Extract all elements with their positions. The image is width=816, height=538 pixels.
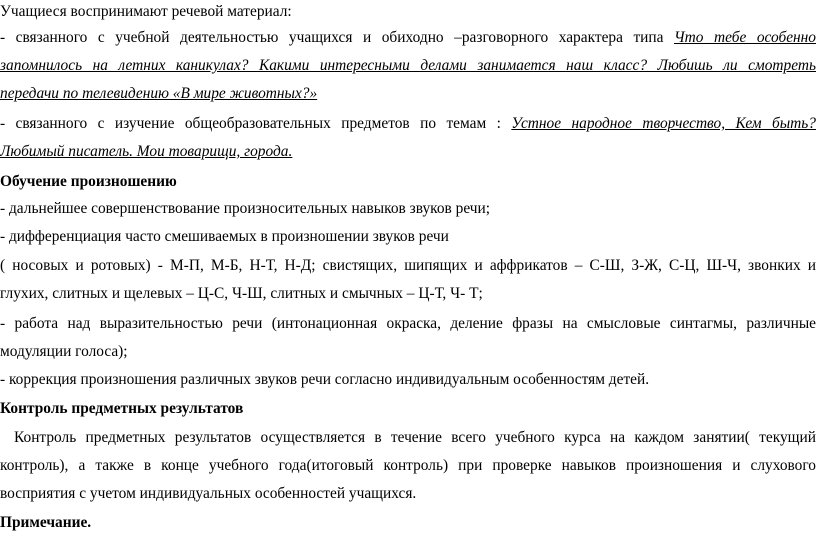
item2-line1 bbox=[0, 114, 816, 134]
heading-pronunciation: Обучение произношению bbox=[0, 173, 177, 190]
heading-control: Контроль предметных результатов bbox=[0, 400, 244, 417]
intro-line: Учащиеся воспринимают речевой материал: bbox=[0, 3, 292, 20]
item1-example-part1: Что тебе особенно bbox=[674, 29, 816, 46]
item1-example-part2: запомнилось на летних каникулах? Какими интересными делами занимается наш класс? Любишь ли смотреть bbox=[0, 57, 816, 74]
control-paragraph-line1: Контроль предметных результатов осуществляется в течение всего учебного курса на каждом занятии( текущий bbox=[14, 429, 816, 446]
item1-example-part3: передачи по телевидению «В мире животных?» bbox=[0, 85, 318, 102]
heading-note: Примечание. bbox=[0, 514, 92, 531]
pronunciation-item-1: - дальнейшее совершенствование произносительных навыков звуков речи; bbox=[0, 200, 491, 217]
item1-prefix: - связанного с учебной деятельностью учащихся и обиходно –разговорного характера типа bbox=[0, 29, 664, 46]
item2-prefix: - связанного с изучение общеобразовательных предметов по темам : bbox=[0, 115, 501, 132]
pronunciation-item-2: - дифференциация часто смешиваемых в произношении звуков речи bbox=[0, 228, 449, 245]
item1-line1 bbox=[0, 28, 816, 48]
pronunciation-item-4-line1: - работа над выразительностью речи (интонационная окраска, деление фразы на смысловые синтагмы, различные bbox=[0, 315, 816, 332]
pronunciation-item-3-line1: ( носовых и ротовых) - М-П, М-Б, Н-Т, Н-Д; свистящих, шипящих и аффрикатов – С-Ш, З-Ж, С-Ц, Ш-Ч, звонких и bbox=[0, 257, 816, 274]
control-paragraph-line2: контроль), а также в конце учебного года(итоговый контроль) при проверке навыков произношения и слухового bbox=[0, 457, 816, 474]
control-paragraph-line3: восприятия с учетом индивидуальных особенностей учащихся. bbox=[0, 485, 417, 502]
pronunciation-item-3-line2: глухих, слитных и щелевых – Ц-С, Ч-Ш, слитных и смычных – Ц-Т, Ч- Т; bbox=[0, 285, 483, 302]
item2-example-part2: Любимый писатель. Мои товарищи, города. bbox=[0, 143, 293, 160]
item2-example-part1: Устное народное творчество, Кем быть? bbox=[511, 115, 816, 132]
pronunciation-item-5: - коррекция произношения различных звуков речи согласно индивидуальным особенностям детей. bbox=[0, 371, 650, 388]
pronunciation-item-4-line2: модуляции голоса); bbox=[0, 343, 128, 360]
